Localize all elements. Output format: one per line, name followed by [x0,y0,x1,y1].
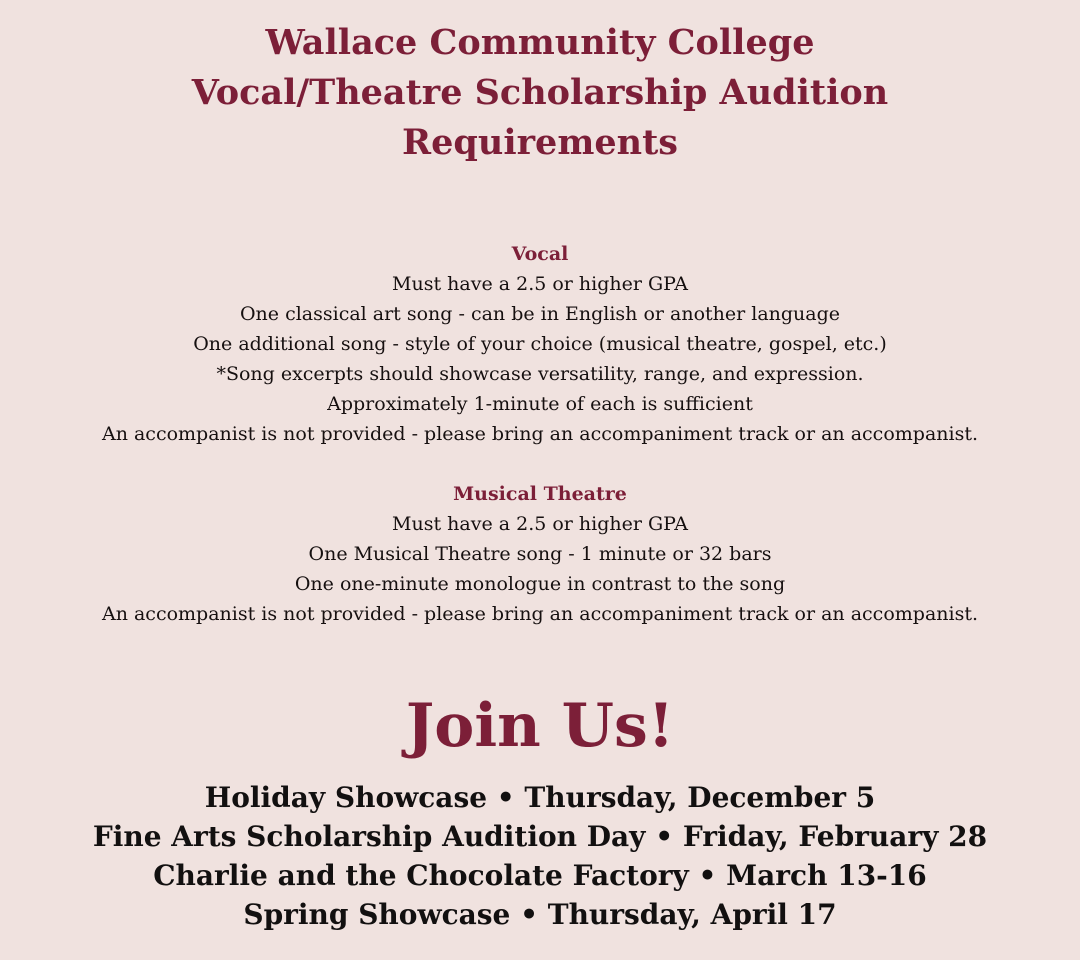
musical-theatre-section [0,479,1080,629]
event-item: Holiday Showcase • Thursday, December 5 [204,781,876,814]
event-list [0,778,1080,934]
vocal-requirement: Approximately 1-minute of each is sufficient [327,393,753,415]
vocal-section [0,239,1080,449]
musical-theatre-requirement: Must have a 2.5 or higher GPA [392,513,688,535]
musical-theatre-requirement: One one-minute monologue in contrast to the song [294,573,786,595]
title-line-2: Vocal/Theatre Scholarship Audition [191,72,889,113]
title-line-3: Requirements [402,122,678,163]
event-item: Charlie and the Chocolate Factory • March 13-16 [153,859,927,892]
vocal-requirement: Must have a 2.5 or higher GPA [392,273,688,295]
title-line-1: Wallace Community College [265,22,815,63]
event-item: Spring Showcase • Thursday, April 17 [243,898,837,931]
page-title [0,18,1080,168]
musical-theatre-heading: Musical Theatre [453,483,627,505]
vocal-requirement: An accompanist is not provided - please bring an accompaniment track or an accompanist. [101,423,979,445]
vocal-requirement: One additional song - style of your choice (musical theatre, gospel, etc.) [193,333,887,355]
event-item: Fine Arts Scholarship Audition Day • Friday, February 28 [92,820,988,853]
vocal-requirement: One classical art song - can be in English or another language [239,303,841,325]
musical-theatre-requirement: An accompanist is not provided - please bring an accompaniment track or an accompanist. [101,603,979,625]
musical-theatre-requirement: One Musical Theatre song - 1 minute or 32 bars [308,543,772,565]
vocal-requirement: *Song excerpts should showcase versatility, range, and expression. [216,363,864,385]
vocal-heading: Vocal [511,243,569,265]
join-us-heading: Join Us! [405,691,675,761]
